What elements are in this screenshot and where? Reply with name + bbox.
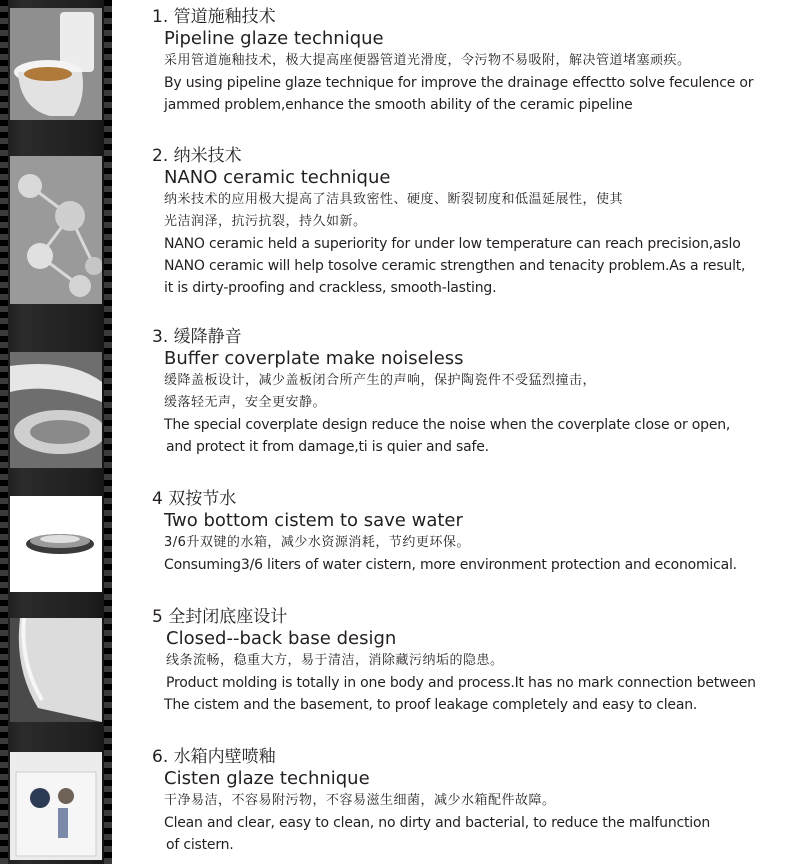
section-body-en: By using pipeline glaze technique for improve the drainage effectto solve feculence or (164, 75, 754, 91)
feature-dual-flush (152, 488, 792, 576)
section-body-en: jammed problem,enhance the smooth ability of the ceramic pipeline (164, 97, 633, 113)
section-body-en: Product molding is totally in one body and process.It has no mark connection between (166, 675, 756, 691)
feature-cistern-glaze (152, 746, 792, 856)
closed-base-photo (10, 618, 102, 722)
section-body-en: of cistern. (166, 837, 234, 853)
section-title-zh: 4 双按节水 (152, 489, 237, 509)
section-body-zh: 光洁润泽，抗污抗裂，持久如新。 (164, 214, 367, 229)
section-body-zh: 干净易洁，不容易附污物，不容易滋生细菌，减少水箱配件故障。 (164, 793, 556, 808)
section-body-zh: 缓降盖板设计，减少盖板闭合所产生的声响，保护陶瓷件不受猛烈撞击， (164, 373, 597, 388)
flush-button-photo (10, 496, 102, 592)
section-body-zh: 3/6升双键的水箱，减少水资源消耗，节约更环保。 (164, 535, 470, 550)
section-title-en: Pipeline glaze technique (164, 28, 384, 49)
section-body-en: Clean and clear, easy to clean, no dirty and bacterial, to reduce the malfunction (164, 815, 711, 831)
section-title-zh: 1. 管道施釉技术 (152, 7, 276, 27)
section-title-en: Buffer coverplate make noiseless (164, 348, 464, 369)
section-body-en: NANO ceramic held a superiority for under low temperature can reach precision,aslo (164, 236, 741, 252)
section-title-zh: 2. 纳米技术 (152, 146, 242, 166)
nano-molecule-photo (10, 156, 102, 304)
section-title-zh: 6. 水箱内壁喷釉 (152, 747, 276, 767)
section-title-zh: 5 全封闭底座设计 (152, 607, 288, 627)
cistern-interior-photo (10, 752, 102, 860)
section-body-zh: 线条流畅，稳重大方，易于清洁，消除藏污纳垢的隐患。 (166, 653, 504, 668)
section-title-en: Closed--back base design (166, 628, 397, 649)
section-body-en: Consuming3/6 liters of water cistern, more environment protection and economical. (164, 557, 737, 573)
section-body-zh: 缓落轻无声，安全更安静。 (164, 395, 327, 410)
section-body-en: NANO ceramic will help tosolve ceramic strengthen and tenacity problem.As a result, (164, 258, 746, 274)
section-title-zh: 3. 缓降静音 (152, 327, 242, 347)
section-body-en: it is dirty-proofing and crackless, smooth-lasting. (164, 280, 497, 296)
section-body-en: The cistem and the basement, to proof leakage completely and easy to clean. (164, 697, 698, 713)
feature-closed-back-base (152, 606, 792, 716)
section-body-zh: 纳米技术的应用极大提高了洁具致密性、硬度、断裂韧度和低温延展性，使其 (164, 192, 624, 207)
section-title-en: Cisten glaze technique (164, 768, 370, 789)
section-title-en: Two bottom cistem to save water (164, 510, 463, 531)
feature-buffer-coverplate (152, 326, 792, 458)
feature-pipeline-glaze (152, 6, 792, 116)
feature-nano-ceramic (152, 145, 792, 299)
soft-close-seat-photo (10, 352, 102, 468)
section-body-en: and protect it from damage,ti is quier and safe. (166, 439, 489, 455)
toilet-photo (10, 8, 102, 120)
section-body-en: The special coverplate design reduce the noise when the coverplate close or open, (164, 417, 731, 433)
section-title-en: NANO ceramic technique (164, 167, 391, 188)
section-body-zh: 采用管道施釉技术，极大提高座便器管道光滑度，令污物不易吸附，解决管道堵塞顽疾。 (164, 53, 691, 68)
